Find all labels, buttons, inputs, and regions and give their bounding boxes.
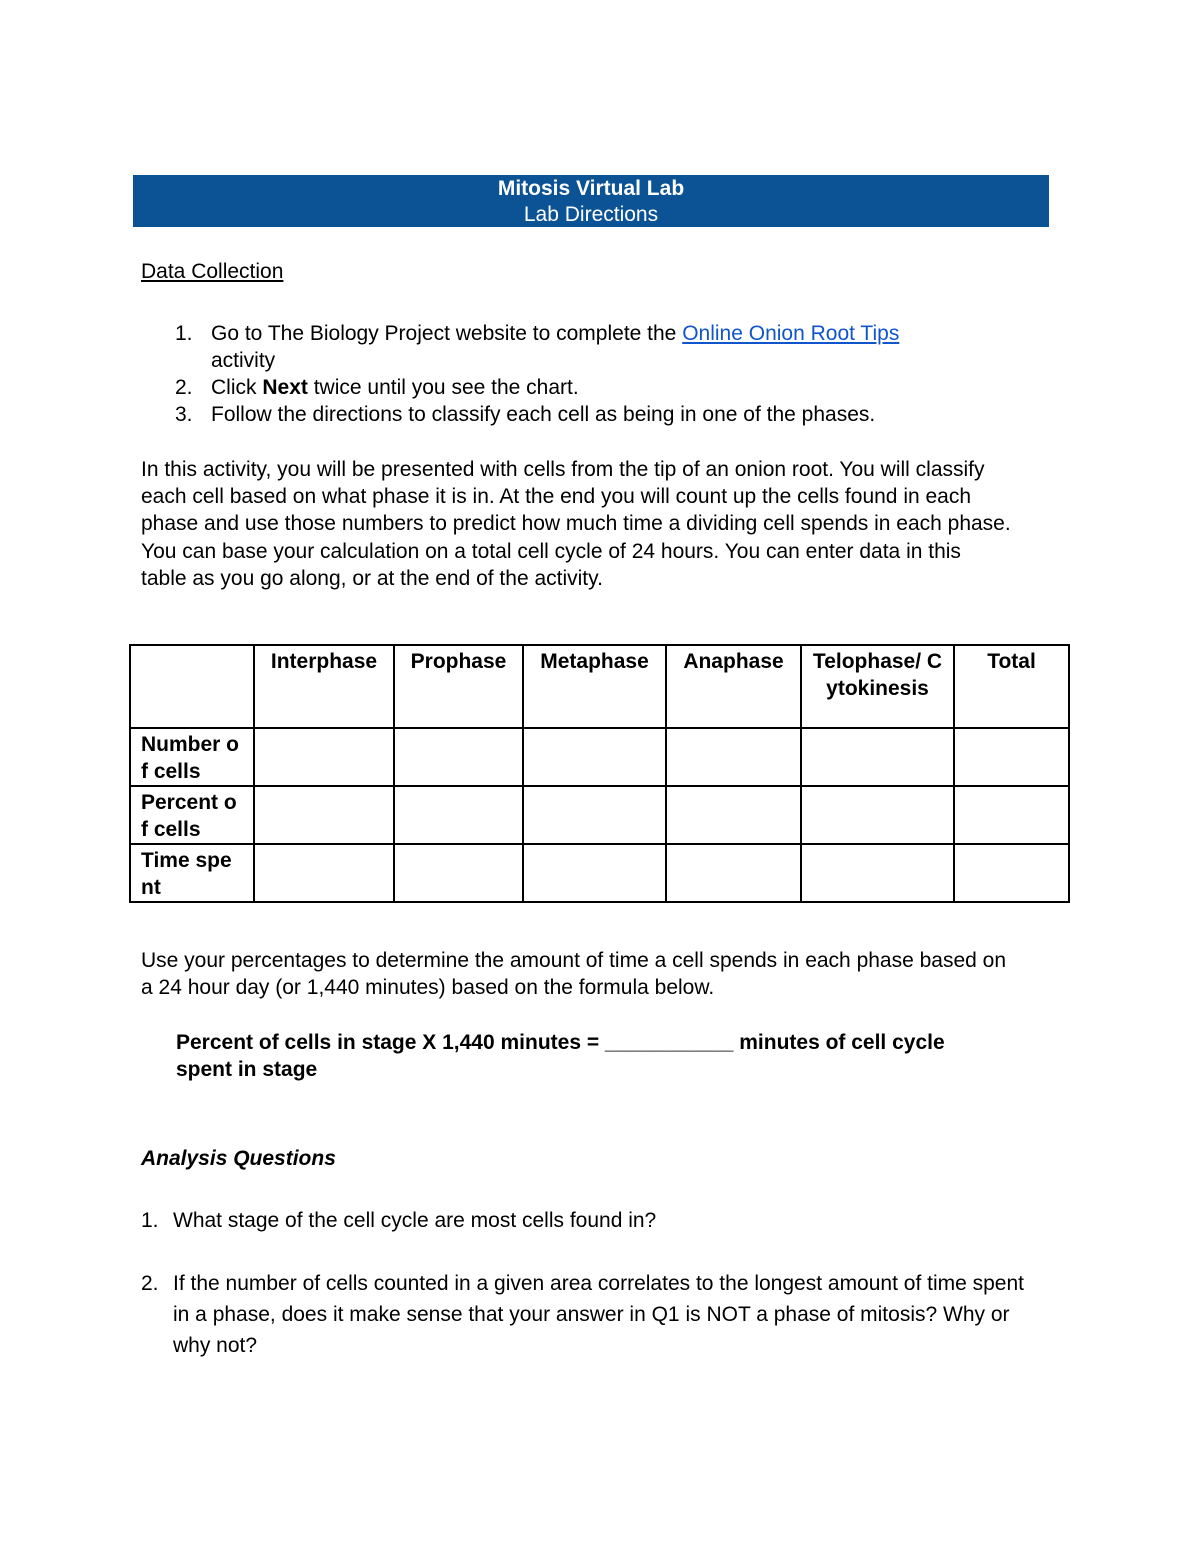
table-cell[interactable]	[666, 728, 801, 786]
column-header-interphase: Interphase	[254, 645, 394, 728]
question-1	[141, 1205, 1041, 1236]
table-cell[interactable]	[254, 844, 394, 902]
column-header-total: Total	[954, 645, 1069, 728]
row-header: Percent of cells	[130, 786, 254, 844]
table-corner-cell	[130, 645, 254, 728]
question-text: What stage of the cell cycle are most cells found in?	[173, 1209, 657, 1232]
table-cell[interactable]	[523, 728, 666, 786]
table-cell[interactable]	[666, 786, 801, 844]
table-cell[interactable]	[954, 786, 1069, 844]
document-title: Mitosis Virtual Lab	[497, 177, 685, 200]
analysis-questions-heading: Analysis Questions	[141, 1147, 336, 1170]
question-2	[141, 1268, 1041, 1361]
table-row	[130, 844, 1069, 902]
table-cell[interactable]	[394, 786, 523, 844]
activity-description: In this activity, you will be presented with cells from the tip of an onion root. You will classify each cell based on what phase it is in. At the end you will count up the cells found in each phase and use those numbers to predict how much time a dividing cell spends in each phase. You can base your calculation on a total cell cycle of 24 hours. You can enter data in this table as you go along, or at the end of the activity.	[141, 458, 1011, 590]
list-item: 3. Follow the directions to classify each cell as being in one of the phases.	[175, 403, 876, 426]
table-cell[interactable]	[801, 844, 954, 902]
question-number: 1.	[141, 1209, 159, 1232]
table-cell[interactable]	[666, 844, 801, 902]
list-item: 1. Go to The Biology Project website to complete the Online Onion Root Tips activity	[175, 322, 900, 372]
document-subtitle: Lab Directions	[523, 203, 659, 226]
data-collection-heading: Data Collection	[141, 260, 284, 283]
column-header-anaphase: Anaphase	[666, 645, 801, 728]
table-cell[interactable]	[801, 786, 954, 844]
column-header-metaphase: Metaphase	[523, 645, 666, 728]
table-cell[interactable]	[523, 844, 666, 902]
data-table	[129, 644, 1070, 903]
list-item: 2. Click Next twice until you see the chart.	[175, 376, 579, 399]
row-header: Number of cells	[130, 728, 254, 786]
table-row	[130, 786, 1069, 844]
table-row	[130, 728, 1069, 786]
table-cell[interactable]	[254, 786, 394, 844]
table-cell[interactable]	[394, 728, 523, 786]
table-cell[interactable]	[254, 728, 394, 786]
table-cell[interactable]	[523, 786, 666, 844]
formula-instructions: Use your percentages to determine the amount of time a cell spends in each phase based on a 24 hour day (or 1,440 minutes) based on the formula below.	[141, 949, 1007, 999]
formula: Percent of cells in stage X 1,440 minutes = ___________ minutes of cell cycle spent in stage	[176, 1031, 945, 1081]
column-header-prophase: Prophase	[394, 645, 523, 728]
directions-list	[141, 320, 1021, 428]
table-header-row	[130, 645, 1069, 728]
online-onion-root-tips-link[interactable]: Online Onion Root Tips	[682, 322, 900, 345]
question-number: 2.	[141, 1272, 159, 1295]
title-banner	[133, 175, 1049, 227]
table-cell[interactable]	[801, 728, 954, 786]
table-cell[interactable]	[954, 728, 1069, 786]
column-header-telophase-cytokinesis: Telophase/ Cytokinesis	[801, 645, 954, 728]
row-header: Time spent	[130, 844, 254, 902]
table-cell[interactable]	[394, 844, 523, 902]
question-text: If the number of cells counted in a given area correlates to the longest amount of time spent in a phase, does it make sense that your answer in Q1 is NOT a phase of mitosis? Why or why not?	[173, 1272, 1024, 1357]
table-cell[interactable]	[954, 844, 1069, 902]
